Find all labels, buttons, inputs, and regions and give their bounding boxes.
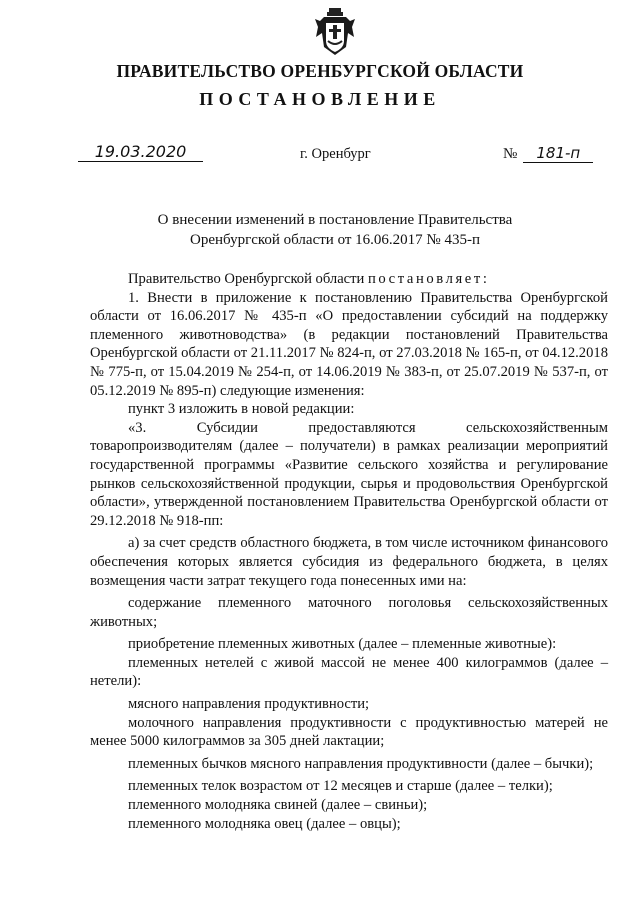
subject-line-1: О внесении изменений в постановление Правительства (157, 212, 513, 228)
subject-line-2: Оренбургской области от 16.06.2017 № 435-п (189, 232, 481, 248)
body-paragraph: «3. Субсидии предоставляются сельскохозяйственным товаропроизводителям (далее – получатели) в рамках реализации мероприятий государственной программы «Развитие сельского хозяйства и регулирование рынков сельскохозяйственной продукции, сырья и продовольствия Оренбургской области», утвержденной постановлением Правительства Оренбургской области от 29.12.2018 № 918-пп: (90, 419, 608, 529)
body-paragraph: пункт 3 изложить в новой редакции: (128, 401, 355, 418)
document-number (503, 144, 593, 163)
document-type: ПОСТАНОВЛЕНИЕ (199, 89, 441, 109)
body-paragraph: племенных нетелей с живой массой не менее 400 килограммов (далее – нетели): (90, 654, 608, 690)
intro-decree-word: постановляет: (368, 271, 490, 287)
body-paragraph: а) за счет средств областного бюджета, в том числе источником финансового обеспечения которых является субсидия из федерального бюджета, в целях возмещения части затрат текущего года понесенных ими на: (90, 535, 608, 589)
intro-prefix: Правительство Оренбургской области (128, 271, 365, 287)
organization-title: ПРАВИТЕЛЬСТВО ОРЕНБУРГСКОЙ ОБЛАСТИ (116, 61, 524, 81)
body-paragraph: племенного молодняка овец (далее – овцы); (128, 815, 401, 832)
body-paragraph: племенного молодняка свиней (далее – свиньи); (128, 797, 428, 814)
document-date: 19.03.2020 (78, 142, 203, 162)
body-paragraph: приобретение племенных животных (далее – племенные животные): (128, 636, 557, 653)
document-city: г. Оренбург (300, 146, 371, 162)
body-paragraph: содержание племенного маточного поголовья сельскохозяйственных животных; (90, 595, 608, 630)
number-sign: № (503, 146, 518, 162)
body-paragraph: мясного направления продуктивности; (128, 696, 370, 713)
body-paragraph: племенных бычков мясного направления продуктивности (далее – бычки); (128, 755, 594, 772)
document-body (90, 270, 608, 833)
document-subject (140, 210, 530, 250)
number-value: 181-п (523, 144, 593, 163)
intro-paragraph (90, 270, 608, 289)
body-paragraph: племенных телок возрастом от 12 месяцев и старше (далее – телки); (128, 778, 553, 795)
body-paragraph: молочного направления продуктивности с продуктивностью матерей не менее 5000 килограммов за 305 дней лактации; (90, 714, 608, 750)
body-paragraph: 1. Внести в приложение к постановлению Правительства Оренбургской области от 16.06.2017 № 435-п «О предоставлении субсидий на поддержку племенного животноводства» (в редакции постановлений Правительства Оренбургской области от 21.11.2017 № 824-п, от 27.03.2018 № 165-п, от 04.12.2018 № 775-п, от 15.04.2019 № 254-п, от 14.06.2019 № 383-п, от 25.07.2019 № 537-п, от 05.12.2019 № 895-п) следующие изменения: (90, 289, 608, 399)
coat-of-arms-icon (314, 7, 356, 59)
